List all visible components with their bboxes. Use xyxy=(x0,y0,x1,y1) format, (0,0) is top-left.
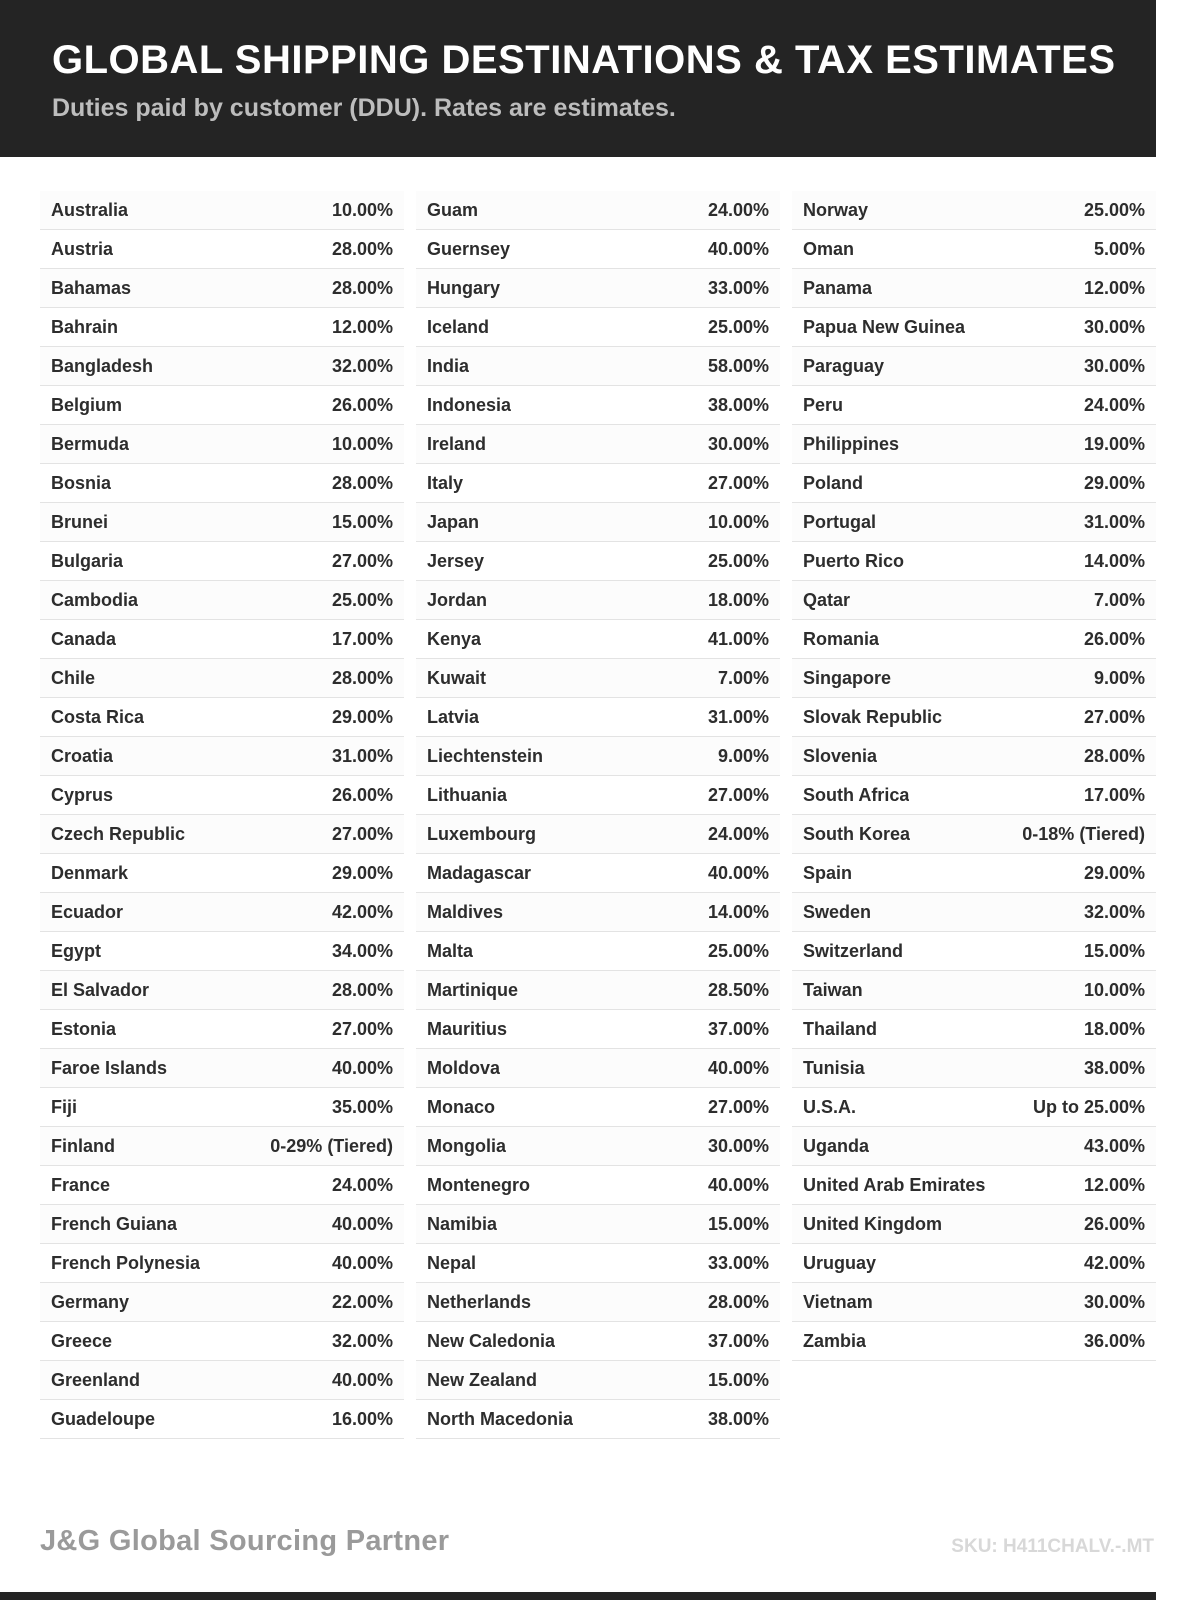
country-label: Philippines xyxy=(803,433,900,454)
table-row xyxy=(416,581,780,620)
country-label: Mongolia xyxy=(427,1135,506,1156)
country-label: Panama xyxy=(803,277,873,298)
table-row xyxy=(416,1283,780,1322)
country-label: Mauritius xyxy=(427,1018,508,1039)
country-label: Hungary xyxy=(427,277,501,298)
table-row xyxy=(792,425,1156,464)
country-label: Cambodia xyxy=(51,589,139,610)
table-row xyxy=(416,1010,780,1049)
table-row xyxy=(416,659,780,698)
rate-value: 29.00% xyxy=(1083,862,1145,883)
rates-column-2 xyxy=(416,191,780,1439)
footer xyxy=(40,1525,1154,1558)
table-row xyxy=(792,542,1156,581)
table-row xyxy=(416,932,780,971)
country-label: Germany xyxy=(51,1291,130,1312)
country-label: Puerto Rico xyxy=(803,550,905,571)
rate-value: 40.00% xyxy=(707,1057,769,1078)
country-label: Uruguay xyxy=(803,1252,877,1273)
rate-value: 27.00% xyxy=(331,550,393,571)
table-row xyxy=(416,308,780,347)
country-label: Egypt xyxy=(51,940,102,961)
table-row xyxy=(416,1088,780,1127)
country-label: Poland xyxy=(803,472,864,493)
table-row xyxy=(40,464,404,503)
country-label: Peru xyxy=(803,394,844,415)
table-row xyxy=(792,971,1156,1010)
table-row xyxy=(416,191,780,230)
country-label: Greece xyxy=(51,1330,113,1351)
table-row xyxy=(40,1166,404,1205)
table-row xyxy=(792,347,1156,386)
table-row xyxy=(792,308,1156,347)
table-row xyxy=(40,932,404,971)
rate-value: 41.00% xyxy=(707,628,769,649)
rate-value: 28.00% xyxy=(707,1291,769,1312)
country-label: Ecuador xyxy=(51,901,124,922)
country-label: Spain xyxy=(803,862,853,883)
rate-value: 38.00% xyxy=(707,1408,769,1429)
table-row xyxy=(40,269,404,308)
country-label: Guam xyxy=(427,199,479,220)
country-label: Vietnam xyxy=(803,1291,873,1312)
rate-value: 26.00% xyxy=(331,784,393,805)
table-row xyxy=(40,1283,404,1322)
rate-value: 0-29% (Tiered) xyxy=(270,1135,393,1156)
page-subtitle: Duties paid by customer (DDU). Rates are estimates. xyxy=(52,94,676,122)
country-label: Fiji xyxy=(51,1096,77,1117)
table-row xyxy=(792,1244,1156,1283)
rate-value: 43.00% xyxy=(1083,1135,1145,1156)
rate-value: 24.00% xyxy=(707,199,769,220)
rate-value: 10.00% xyxy=(331,433,393,454)
table-row xyxy=(40,230,404,269)
rates-column-3 xyxy=(792,191,1156,1361)
table-row xyxy=(40,1361,404,1400)
rate-value: 22.00% xyxy=(331,1291,393,1312)
country-label: Luxembourg xyxy=(427,823,537,844)
rate-value: 30.00% xyxy=(1083,355,1145,376)
rate-value: 28.00% xyxy=(331,277,393,298)
table-row xyxy=(40,971,404,1010)
table-row xyxy=(416,698,780,737)
country-label: Taiwan xyxy=(803,979,863,1000)
brand-name: J&G Global Sourcing Partner xyxy=(40,1525,450,1557)
country-label: New Zealand xyxy=(427,1369,538,1390)
table-row xyxy=(416,854,780,893)
rate-value: 29.00% xyxy=(1083,472,1145,493)
table-row xyxy=(792,1088,1156,1127)
country-label: Guernsey xyxy=(427,238,511,259)
rates-column-1 xyxy=(40,191,404,1439)
country-label: Italy xyxy=(427,472,464,493)
rate-value: 40.00% xyxy=(331,1252,393,1273)
table-row xyxy=(792,1127,1156,1166)
rate-value: 35.00% xyxy=(331,1096,393,1117)
country-label: Monaco xyxy=(427,1096,496,1117)
table-row xyxy=(416,230,780,269)
country-label: Estonia xyxy=(51,1018,117,1039)
rate-value: 25.00% xyxy=(707,940,769,961)
country-label: Greenland xyxy=(51,1369,141,1390)
table-row xyxy=(40,347,404,386)
table-row xyxy=(40,1322,404,1361)
country-label: Japan xyxy=(427,511,480,532)
rate-value: 27.00% xyxy=(331,823,393,844)
rate-value: 15.00% xyxy=(707,1213,769,1234)
rate-value: 19.00% xyxy=(1083,433,1145,454)
table-row xyxy=(40,1400,404,1439)
rate-value: 32.00% xyxy=(1083,901,1145,922)
country-label: Netherlands xyxy=(427,1291,532,1312)
country-label: Maldives xyxy=(427,901,504,922)
rate-value: 40.00% xyxy=(331,1057,393,1078)
table-row xyxy=(416,737,780,776)
country-label: Cyprus xyxy=(51,784,114,805)
country-label: Indonesia xyxy=(427,394,512,415)
table-row xyxy=(792,503,1156,542)
rate-value: 15.00% xyxy=(707,1369,769,1390)
table-row xyxy=(40,854,404,893)
rate-value: 27.00% xyxy=(331,1018,393,1039)
rate-value: 5.00% xyxy=(1093,238,1145,259)
table-row xyxy=(792,386,1156,425)
rate-value: 10.00% xyxy=(707,511,769,532)
rate-value: 12.00% xyxy=(1083,1174,1145,1195)
country-label: Uganda xyxy=(803,1135,870,1156)
country-label: Latvia xyxy=(427,706,480,727)
rate-value: 25.00% xyxy=(707,316,769,337)
table-row xyxy=(40,386,404,425)
country-label: Bahrain xyxy=(51,316,119,337)
rate-value: 7.00% xyxy=(717,667,769,688)
rate-value: 17.00% xyxy=(1083,784,1145,805)
table-row xyxy=(40,698,404,737)
table-row xyxy=(416,1361,780,1400)
table-row xyxy=(416,776,780,815)
country-label: Costa Rica xyxy=(51,706,145,727)
rate-value: 28.00% xyxy=(331,667,393,688)
country-label: Australia xyxy=(51,199,129,220)
country-label: Madagascar xyxy=(427,862,532,883)
country-label: Bangladesh xyxy=(51,355,154,376)
country-label: Portugal xyxy=(803,511,877,532)
rate-value: 28.50% xyxy=(707,979,769,1000)
country-label: Switzerland xyxy=(803,940,904,961)
rate-value: 25.00% xyxy=(707,550,769,571)
rate-value: 9.00% xyxy=(1093,667,1145,688)
rate-value: 31.00% xyxy=(1083,511,1145,532)
country-label: Qatar xyxy=(803,589,851,610)
table-row xyxy=(416,1127,780,1166)
country-label: Lithuania xyxy=(427,784,507,805)
rate-value: 28.00% xyxy=(331,979,393,1000)
country-label: Martinique xyxy=(427,979,519,1000)
table-row xyxy=(792,269,1156,308)
rate-value: 33.00% xyxy=(707,1252,769,1273)
table-row xyxy=(416,386,780,425)
rate-value: 27.00% xyxy=(1083,706,1145,727)
table-row xyxy=(40,893,404,932)
rate-value: 12.00% xyxy=(1083,277,1145,298)
rate-value: 26.00% xyxy=(1083,628,1145,649)
country-label: Guadeloupe xyxy=(51,1408,156,1429)
country-label: Namibia xyxy=(427,1213,498,1234)
table-row xyxy=(792,1205,1156,1244)
country-label: United Arab Emirates xyxy=(803,1174,986,1195)
table-row xyxy=(792,659,1156,698)
country-label: Thailand xyxy=(803,1018,878,1039)
table-row xyxy=(416,1166,780,1205)
rate-value: 10.00% xyxy=(1083,979,1145,1000)
country-label: Liechtenstein xyxy=(427,745,544,766)
table-row xyxy=(40,1010,404,1049)
rate-value: 30.00% xyxy=(1083,1291,1145,1312)
country-label: Romania xyxy=(803,628,880,649)
table-row xyxy=(40,620,404,659)
table-row xyxy=(40,1205,404,1244)
country-label: Finland xyxy=(51,1135,115,1156)
country-label: Nepal xyxy=(427,1252,477,1273)
bottom-accent-bar xyxy=(0,1592,1156,1600)
rate-value: 7.00% xyxy=(1093,589,1145,610)
country-label: Papua New Guinea xyxy=(803,316,966,337)
rate-value: 32.00% xyxy=(331,355,393,376)
table-row xyxy=(792,191,1156,230)
table-row xyxy=(416,971,780,1010)
rate-value: 38.00% xyxy=(707,394,769,415)
country-label: Bahamas xyxy=(51,277,132,298)
rate-value: 18.00% xyxy=(707,589,769,610)
country-label: Slovak Republic xyxy=(803,706,943,727)
table-row xyxy=(416,1400,780,1439)
rate-value: 31.00% xyxy=(707,706,769,727)
table-row xyxy=(792,620,1156,659)
rate-value: 31.00% xyxy=(331,745,393,766)
table-row xyxy=(40,308,404,347)
country-label: France xyxy=(51,1174,111,1195)
rate-value: 16.00% xyxy=(331,1408,393,1429)
table-row xyxy=(40,1088,404,1127)
rates-table xyxy=(0,157,1200,1439)
rate-value: 24.00% xyxy=(707,823,769,844)
country-label: New Caledonia xyxy=(427,1330,556,1351)
rate-value: 26.00% xyxy=(331,394,393,415)
country-label: Moldova xyxy=(427,1057,501,1078)
table-row xyxy=(792,1283,1156,1322)
table-row xyxy=(416,1322,780,1361)
rate-value: 33.00% xyxy=(707,277,769,298)
rate-value: 14.00% xyxy=(707,901,769,922)
country-label: Jordan xyxy=(427,589,488,610)
table-row xyxy=(792,737,1156,776)
country-label: Czech Republic xyxy=(51,823,186,844)
country-label: Bosnia xyxy=(51,472,112,493)
country-label: Belgium xyxy=(51,394,123,415)
rate-value: 28.00% xyxy=(331,472,393,493)
country-label: U.S.A. xyxy=(803,1096,857,1117)
table-row xyxy=(792,1166,1156,1205)
rate-value: 28.00% xyxy=(331,238,393,259)
country-label: Sweden xyxy=(803,901,872,922)
rate-value: 9.00% xyxy=(717,745,769,766)
country-label: Croatia xyxy=(51,745,114,766)
table-row xyxy=(40,659,404,698)
country-label: Canada xyxy=(51,628,117,649)
rate-value: 30.00% xyxy=(707,433,769,454)
rate-value: 15.00% xyxy=(1083,940,1145,961)
country-label: South Africa xyxy=(803,784,910,805)
country-label: Montenegro xyxy=(427,1174,530,1195)
country-label: Slovenia xyxy=(803,745,878,766)
rate-value: Up to 25.00% xyxy=(1032,1096,1145,1117)
table-row xyxy=(792,698,1156,737)
rate-value: 37.00% xyxy=(707,1018,769,1039)
country-label: Kenya xyxy=(427,628,482,649)
table-row xyxy=(792,893,1156,932)
table-row xyxy=(40,425,404,464)
rate-value: 40.00% xyxy=(331,1369,393,1390)
table-row xyxy=(416,269,780,308)
table-row xyxy=(792,230,1156,269)
country-label: Faroe Islands xyxy=(51,1057,168,1078)
rate-value: 10.00% xyxy=(331,199,393,220)
country-label: Denmark xyxy=(51,862,129,883)
rate-value: 40.00% xyxy=(331,1213,393,1234)
table-row xyxy=(792,1049,1156,1088)
table-row xyxy=(416,347,780,386)
table-row xyxy=(792,464,1156,503)
table-row xyxy=(416,620,780,659)
country-label: Chile xyxy=(51,667,96,688)
rate-value: 32.00% xyxy=(331,1330,393,1351)
country-label: El Salvador xyxy=(51,979,150,1000)
table-row xyxy=(416,1244,780,1283)
rate-value: 40.00% xyxy=(707,1174,769,1195)
page-title: GLOBAL SHIPPING DESTINATIONS & TAX ESTIMATES xyxy=(52,38,1116,82)
table-row xyxy=(40,776,404,815)
country-label: North Macedonia xyxy=(427,1408,574,1429)
table-row xyxy=(40,581,404,620)
country-label: Bermuda xyxy=(51,433,130,454)
rate-value: 0-18% (Tiered) xyxy=(1022,823,1145,844)
table-row xyxy=(40,1049,404,1088)
country-label: French Polynesia xyxy=(51,1252,201,1273)
table-row xyxy=(40,737,404,776)
rate-value: 28.00% xyxy=(1083,745,1145,766)
rate-value: 27.00% xyxy=(707,472,769,493)
country-label: Paraguay xyxy=(803,355,885,376)
rate-value: 14.00% xyxy=(1083,550,1145,571)
table-row xyxy=(792,776,1156,815)
table-row xyxy=(40,191,404,230)
country-label: Austria xyxy=(51,238,114,259)
rate-value: 30.00% xyxy=(1083,316,1145,337)
table-row xyxy=(40,542,404,581)
country-label: Singapore xyxy=(803,667,892,688)
country-label: Bulgaria xyxy=(51,550,124,571)
table-row xyxy=(416,425,780,464)
rate-value: 29.00% xyxy=(331,862,393,883)
rate-value: 42.00% xyxy=(1083,1252,1145,1273)
rate-value: 27.00% xyxy=(707,784,769,805)
rate-value: 37.00% xyxy=(707,1330,769,1351)
table-row xyxy=(416,893,780,932)
table-row xyxy=(792,1010,1156,1049)
rate-value: 34.00% xyxy=(331,940,393,961)
rate-value: 25.00% xyxy=(331,589,393,610)
rate-value: 30.00% xyxy=(707,1135,769,1156)
country-label: Norway xyxy=(803,199,869,220)
sku-label: SKU: H411CHALV.-.MT xyxy=(951,1536,1154,1557)
rate-value: 36.00% xyxy=(1083,1330,1145,1351)
country-label: Zambia xyxy=(803,1330,867,1351)
rate-value: 15.00% xyxy=(331,511,393,532)
country-label: Jersey xyxy=(427,550,485,571)
table-row xyxy=(416,503,780,542)
country-label: Ireland xyxy=(427,433,487,454)
rate-value: 17.00% xyxy=(331,628,393,649)
table-row xyxy=(416,542,780,581)
table-row xyxy=(40,1244,404,1283)
rate-value: 58.00% xyxy=(707,355,769,376)
rate-value: 12.00% xyxy=(331,316,393,337)
rate-value: 26.00% xyxy=(1083,1213,1145,1234)
rate-value: 18.00% xyxy=(1083,1018,1145,1039)
rate-value: 40.00% xyxy=(707,862,769,883)
table-row xyxy=(792,932,1156,971)
country-label: Tunisia xyxy=(803,1057,865,1078)
country-label: United Kingdom xyxy=(803,1213,942,1234)
country-label: Malta xyxy=(427,940,474,961)
country-label: French Guiana xyxy=(51,1213,178,1234)
rate-value: 42.00% xyxy=(331,901,393,922)
rate-value: 27.00% xyxy=(707,1096,769,1117)
table-row xyxy=(40,815,404,854)
country-label: South Korea xyxy=(803,823,911,844)
rate-value: 29.00% xyxy=(331,706,393,727)
rate-value: 24.00% xyxy=(331,1174,393,1195)
table-row xyxy=(792,815,1156,854)
table-row xyxy=(416,1049,780,1088)
table-row xyxy=(792,854,1156,893)
country-label: Oman xyxy=(803,238,855,259)
rate-value: 24.00% xyxy=(1083,394,1145,415)
table-row xyxy=(416,464,780,503)
country-label: Brunei xyxy=(51,511,109,532)
rate-value: 38.00% xyxy=(1083,1057,1145,1078)
table-row xyxy=(40,503,404,542)
rate-value: 40.00% xyxy=(707,238,769,259)
header-banner xyxy=(0,0,1156,157)
table-row xyxy=(416,815,780,854)
country-label: Kuwait xyxy=(427,667,487,688)
country-label: India xyxy=(427,355,470,376)
country-label: Iceland xyxy=(427,316,490,337)
rate-value: 25.00% xyxy=(1083,199,1145,220)
table-row xyxy=(416,1205,780,1244)
table-row xyxy=(792,1322,1156,1361)
table-row xyxy=(40,1127,404,1166)
table-row xyxy=(792,581,1156,620)
